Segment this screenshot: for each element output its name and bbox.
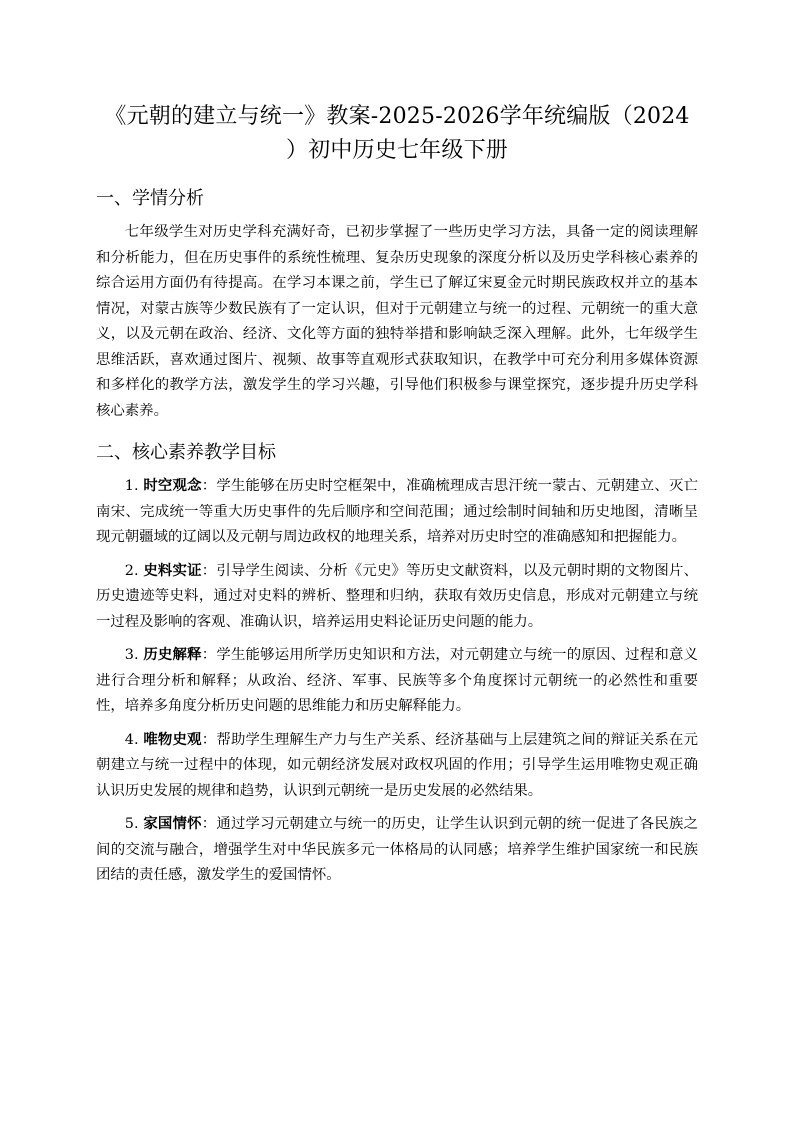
section-teaching-goals — [96, 440, 698, 889]
goal-item — [96, 474, 698, 551]
goal-colon: ： — [201, 562, 217, 579]
goal-label: 唯物史观 — [143, 731, 202, 748]
section-learning-analysis — [96, 186, 698, 424]
goal-item — [96, 643, 698, 720]
goal-colon: ： — [201, 647, 217, 663]
goal-text: 通过学习元朝建立与统一的历史，让学生认识到元朝的统一促进了各民族之间的交流与融合，增强学生对中华民族多元一体格局的认同感；培养学生维护国家统一和民族团结的责任感，激发学生的爱国情怀。 — [96, 816, 698, 883]
goal-label: 家国情怀 — [143, 816, 202, 832]
goal-text: 帮助学生理解生产力与生产关系、经济基础与上层建筑之间的辩证关系在元朝建立与统一过程中的体现，如元朝经济发展对政权巩固的作用；引导学生运用唯物史观正确认识历史发展的规律和趋势，认识到元朝统一是历史发展的必然结果。 — [96, 731, 698, 799]
goal-number: 1. — [124, 478, 139, 494]
goal-number: 4. — [124, 731, 139, 748]
goal-colon: ： — [201, 478, 217, 494]
goal-colon: ： — [201, 731, 217, 748]
section-heading: 二、核心素养教学目标 — [96, 442, 276, 463]
goal-text: 引导学生阅读、分析《元史》等历史文献资料，以及元朝时期的文物图片、历史遗迹等史料，通过对史料的辨析、整理和归纳，获取有效历史信息，形成对元朝建立与统一过程及影响的客观、准确认识，培养运用史料论证历史问题的能力。 — [96, 562, 698, 630]
goal-number: 5. — [124, 816, 139, 832]
section-heading: 一、学情分析 — [96, 188, 204, 209]
goal-text: 学生能够运用所学历史知识和方法，对元朝建立与统一的原因、过程和意义进行合理分析和解释；从政治、经济、军事、民族等多个角度探讨元朝统一的必然性和重要性，培养多角度分析历史问题的思维能力和历史解释能力。 — [96, 647, 698, 714]
document-title — [96, 100, 698, 168]
goal-number: 3. — [124, 647, 139, 663]
goal-label: 时空观念 — [143, 478, 202, 494]
title-line-1: 《元朝的建立与统一》教案-2025-2026学年统编版（2024 — [104, 104, 690, 129]
goal-label: 历史解释 — [143, 647, 202, 663]
section-paragraph: 七年级学生对历史学科充满好奇，已初步掌握了一些历史学习方法，具备一定的阅读理解和分析能力，但在历史事件的系统性梳理、复杂历史现象的深度分析以及历史学科核心素养的综合运用方面仍有待提高。在学习本课之前，学生已了解辽宋夏金元时期民族政权并立的基本情况，对蒙古族等少数民族有了一定认识，但对于元朝建立与统一的过程、元朝统一的重大意义，以及元朝在政治、经济、文化等方面的独特举措和影响缺乏深入理解。此外，七年级学生思维活跃，喜欢通过图片、视频、故事等直观形式获取知识，在教学中可充分利用多媒体资源和多样化的教学方法，激发学生的学习兴趣，引导他们积极参与课堂探究，逐步提升历史学科核心素养。 — [96, 224, 698, 419]
goal-text: 学生能够在历史时空框架中，准确梳理成吉思汗统一蒙古、元朝建立、灭亡南宋、完成统一等重大历史事件的先后顺序和空间范围；通过绘制时间轴和历史地图，清晰呈现元朝疆域的辽阔以及元朝与周边政权的地理关系，培养对历史时空的准确感知和把握能力。 — [96, 478, 698, 545]
goal-number: 2. — [124, 562, 139, 579]
title-line-2: ）初中历史七年级下册 — [285, 138, 508, 163]
goal-colon: ： — [201, 816, 217, 832]
goal-item — [96, 728, 698, 805]
goal-label: 史料实证 — [143, 562, 202, 579]
goal-item — [96, 812, 698, 889]
goal-item — [96, 559, 698, 636]
